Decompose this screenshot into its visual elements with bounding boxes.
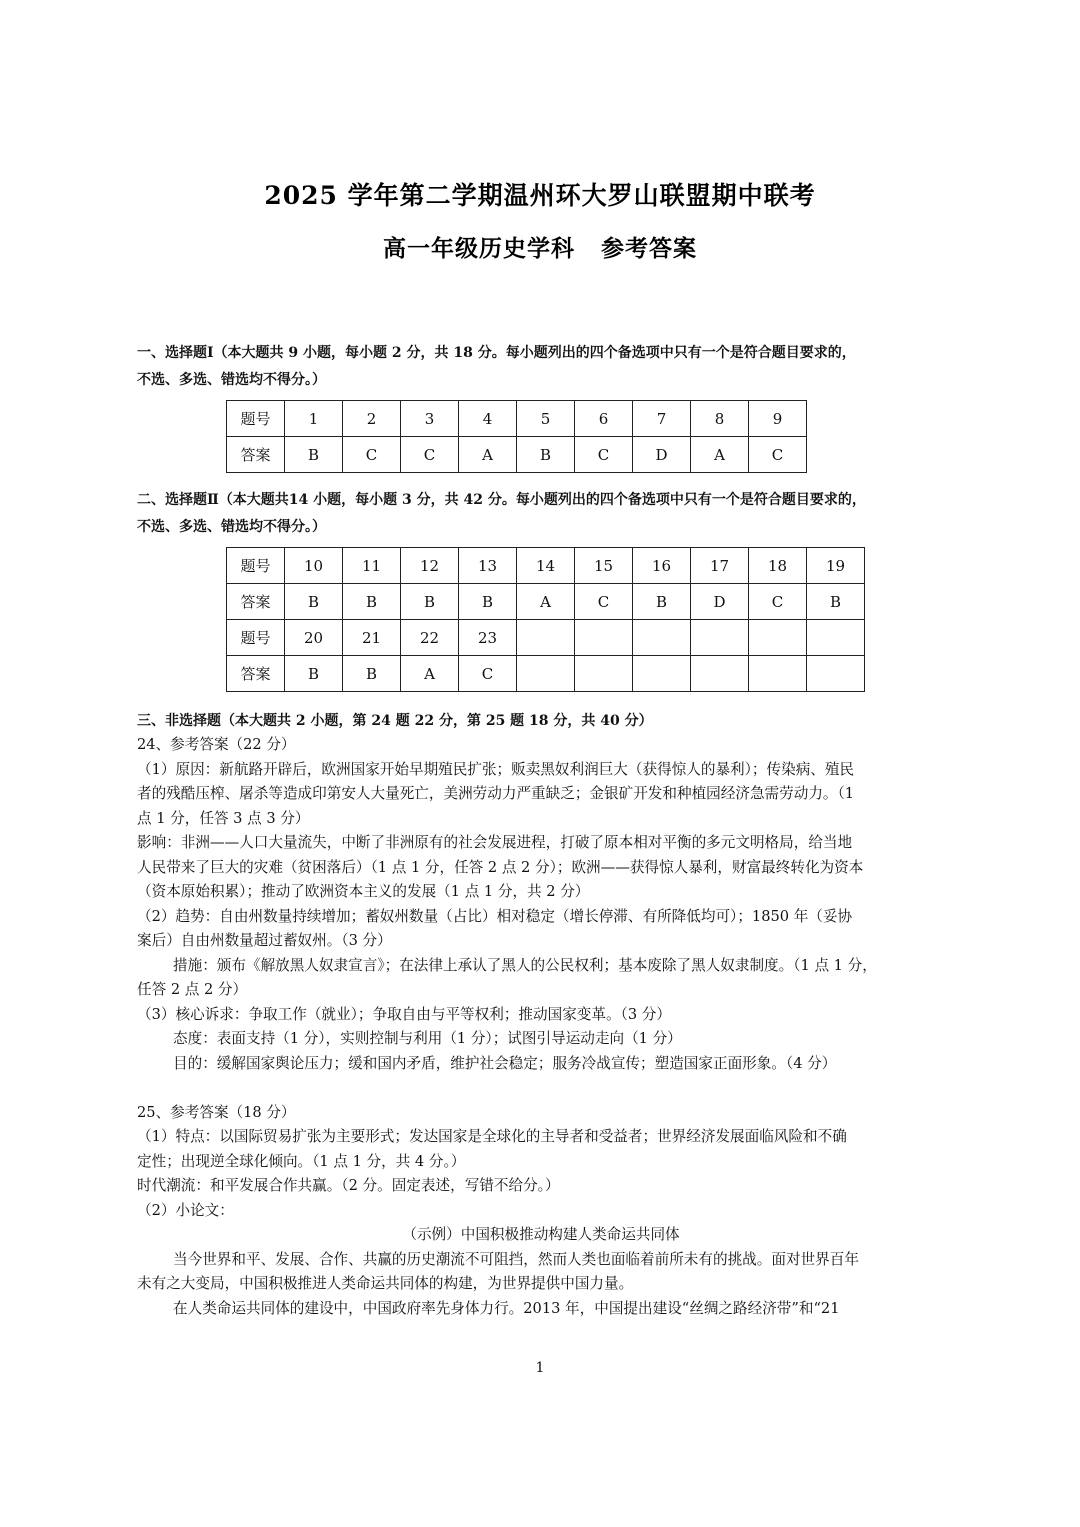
row-label-question-number: 题号: [227, 401, 285, 437]
paragraph-line: 措施：颁布《解放黑人奴隶宣言》；在法律上承认了黑人的公民权利；基本废除了黑人奴隶制度。（1 点 1 分，: [173, 956, 877, 974]
answer-cell: B: [807, 584, 865, 620]
paragraph-line: 案后）自由州数量超过蓄奴州。（3 分）: [137, 932, 392, 949]
question-number-cell: 15: [575, 548, 633, 584]
empty-cell: [633, 656, 691, 692]
answer-cell: B: [459, 584, 517, 620]
question-number-cell: 6: [575, 401, 633, 437]
empty-cell: [575, 656, 633, 692]
paragraph-line: （3）核心诉求：争取工作（就业）；争取自由与平等权利；推动国家变革。（3 分）: [137, 1005, 671, 1023]
paragraph-line: （资本原始积累）；推动了欧洲资本主义的发展（1 点 1 分，共 2 分）: [137, 883, 590, 900]
question-number-cell: 20: [285, 620, 343, 656]
question-number-cell: 10: [285, 548, 343, 584]
document-title: 2025 学年第二学期温州环大罗山联盟期中联考: [264, 181, 816, 210]
answer-cell: B: [401, 584, 459, 620]
empty-cell: [517, 620, 575, 656]
empty-cell: [633, 620, 691, 656]
answer-cell: C: [749, 584, 807, 620]
answer-cell: C: [749, 437, 807, 473]
paragraph-line: （2）小论文：: [137, 1201, 234, 1219]
subtitle-subject: 高一年级历史学科: [383, 235, 575, 262]
answer-cell: D: [633, 437, 691, 473]
q25-title: 25、参考答案（18 分）: [137, 1103, 296, 1121]
section1-heading: [137, 340, 945, 394]
subtitle-answer-key: 参考答案: [601, 235, 697, 262]
paragraph-line: （1）特点：以国际贸易扩张为主要形式；发达国家是全球化的主导者和受益者；世界经济发展面临风险和不确: [137, 1128, 847, 1145]
section1-answer-table: [226, 400, 807, 473]
section2-heading-line2: 不选、多选、错选均不得分。）: [137, 519, 326, 535]
answer-cell: A: [459, 437, 517, 473]
answer-cell: A: [691, 437, 749, 473]
empty-cell: [517, 656, 575, 692]
answer-cell: C: [575, 437, 633, 473]
answer-cell: B: [343, 656, 401, 692]
question-number-cell: 21: [343, 620, 401, 656]
answer-cell: B: [633, 584, 691, 620]
paragraph-line: 目的：缓解国家舆论压力；缓和国内矛盾，维护社会稳定；服务冷战宣传；塑造国家正面形象。（4 分）: [173, 1054, 837, 1072]
answer-cell: B: [285, 584, 343, 620]
empty-cell: [691, 656, 749, 692]
empty-cell: [807, 656, 865, 692]
paragraph-line: 在人类命运共同体的建设中，中国政府率先身体力行。2013 年，中国提出建设“丝绸之路经济带”和“21: [173, 1299, 840, 1317]
answer-cell: C: [343, 437, 401, 473]
empty-cell: [749, 656, 807, 692]
table-row-answers: [227, 584, 865, 620]
blank-line: [137, 1076, 945, 1101]
answer-cell: B: [343, 584, 401, 620]
paragraph-line: 任答 2 点 2 分）: [137, 981, 248, 998]
essay-title: （示例）中国积极推动构建人类命运共同体: [402, 1226, 680, 1243]
section3-heading: 三、非选择题（本大题共 2 小题，第 24 题 22 分，第 25 题 18 分，共 40 分）: [137, 713, 653, 729]
paragraph-line: 时代潮流：和平发展合作共赢。（2 分。固定表述，写错不给分。）: [137, 1177, 560, 1194]
paragraph-line: 者的残酷压榨、屠杀等造成印第安人大量死亡，美洲劳动力严重缺乏；金银矿开发和种植园经济急需劳动力。（1: [137, 785, 855, 802]
paragraph-line: 人民带来了巨大的灾难（贫困落后）（1 点 1 分，任答 2 点 2 分）；欧洲——获得惊人暴利，财富最终转化为资本: [137, 858, 864, 876]
answer-cell: A: [517, 584, 575, 620]
answer-cell: C: [459, 656, 517, 692]
paragraph-line: （2）趋势：自由州数量持续增加；蓄奴州数量（占比）相对稳定（增长停滞、有所降低均可）；1850 年（妥协: [137, 907, 853, 925]
page-number: 1: [535, 1360, 545, 1376]
empty-cell: [691, 620, 749, 656]
question-number-cell: 7: [633, 401, 691, 437]
question-number-cell: 3: [401, 401, 459, 437]
paragraph-line: 态度：表面支持（1 分），实则控制与利用（1 分）；试图引导运动走向（1 分）: [173, 1030, 682, 1047]
table-row-answers: [227, 656, 865, 692]
answer-cell: D: [691, 584, 749, 620]
question-number-cell: 11: [343, 548, 401, 584]
empty-cell: [807, 620, 865, 656]
answer-cell: B: [285, 437, 343, 473]
answer-cell: C: [575, 584, 633, 620]
question-number-cell: 9: [749, 401, 807, 437]
section3-body: [137, 733, 945, 1321]
paragraph-line: 当今世界和平、发展、合作、共赢的历史潮流不可阻挡，然而人类也面临着前所未有的挑战。面对世界百年: [173, 1250, 859, 1268]
section2-heading-line1: 二、选择题Ⅱ（本大题共14 小题，每小题 3 分，共 42 分。每小题列出的四个备选项中只有一个是符合题目要求的，: [137, 492, 866, 508]
question-number-cell: 22: [401, 620, 459, 656]
question-number-cell: 18: [749, 548, 807, 584]
paragraph-line: 点 1 分，任答 3 点 3 分）: [137, 809, 310, 827]
paragraph-line: 定性；出现逆全球化倾向。（1 点 1 分，共 4 分。）: [137, 1152, 466, 1170]
question-number-cell: 12: [401, 548, 459, 584]
table-row-questions: [227, 548, 865, 584]
question-number-cell: 4: [459, 401, 517, 437]
document-subtitle: [0, 230, 1080, 263]
paragraph-line: 影响：非洲——人口大量流失，中断了非洲原有的社会发展进程，打破了原本相对平衡的多元文明格局，给当地: [137, 834, 853, 851]
row-label-answer: 答案: [227, 584, 285, 620]
table-row-answers: [227, 437, 807, 473]
section1-heading-line1: 一、选择题Ⅰ（本大题共 9 小题，每小题 2 分，共 18 分。每小题列出的四个备选项中只有一个是符合题目要求的，: [137, 345, 856, 361]
question-number-cell: 16: [633, 548, 691, 584]
question-number-cell: 5: [517, 401, 575, 437]
q24-title: 24、参考答案（22 分）: [137, 736, 296, 753]
section2-heading: [137, 487, 945, 541]
paragraph-line: （1）原因：新航路开辟后，欧洲国家开始早期殖民扩张；贩卖黑奴利润巨大（获得惊人的暴利）；传染病、殖民: [137, 760, 855, 778]
question-number-cell: 17: [691, 548, 749, 584]
section2-answer-table: [226, 547, 865, 692]
question-number-cell: 23: [459, 620, 517, 656]
row-label-answer: 答案: [227, 437, 285, 473]
paragraph-line: 未有之大变局，中国积极推进人类命运共同体的构建，为世界提供中国力量。: [137, 1275, 634, 1292]
row-label-question-number: 题号: [227, 620, 285, 656]
row-label-question-number: 题号: [227, 548, 285, 584]
question-number-cell: 8: [691, 401, 749, 437]
question-number-cell: 19: [807, 548, 865, 584]
section1-heading-line2: 不选、多选、错选均不得分。）: [137, 372, 326, 388]
table-row-questions: [227, 401, 807, 437]
answer-cell: C: [401, 437, 459, 473]
answer-cell: A: [401, 656, 459, 692]
question-number-cell: 14: [517, 548, 575, 584]
empty-cell: [749, 620, 807, 656]
row-label-answer: 答案: [227, 656, 285, 692]
question-number-cell: 13: [459, 548, 517, 584]
table-row-questions: [227, 620, 865, 656]
answer-cell: B: [285, 656, 343, 692]
question-number-cell: 2: [343, 401, 401, 437]
question-number-cell: 1: [285, 401, 343, 437]
answer-cell: B: [517, 437, 575, 473]
empty-cell: [575, 620, 633, 656]
